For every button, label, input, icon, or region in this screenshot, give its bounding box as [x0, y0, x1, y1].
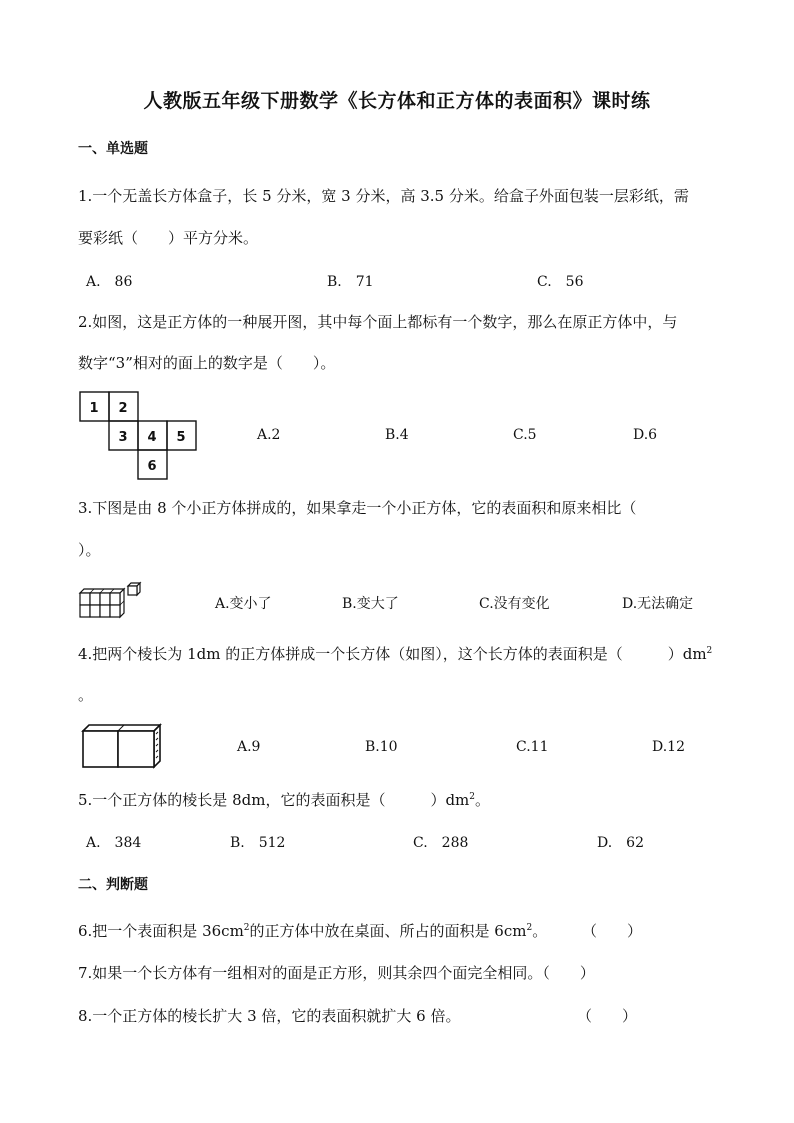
q5-option-c[interactable]: C. 288	[413, 835, 469, 851]
q6-answer-blank[interactable]: （ ）	[582, 922, 643, 940]
q1-text-line2: 要彩纸（ ）平方分米。	[78, 229, 259, 247]
page-title: 人教版五年级下册数学《长方体和正方体的表面积》课时练	[143, 90, 651, 112]
q5-option-d[interactable]: D. 62	[597, 835, 644, 851]
q2-option-a[interactable]: A.2	[257, 427, 281, 443]
net-digit-2: 2	[118, 401, 128, 416]
q1-text-line1: 1.一个无盖长方体盒子，长 5 分米，宽 3 分米，高 3.5 分米。给盒子外面包装一层彩纸，需	[78, 187, 689, 205]
q5-unit-superscript: 2	[469, 792, 476, 802]
q1-option-c[interactable]: C. 56	[537, 274, 584, 290]
q5-text-end: 。	[475, 791, 491, 809]
q3-option-a[interactable]: A.变小了	[215, 596, 272, 612]
q1-option-b[interactable]: B. 71	[327, 274, 374, 290]
q8-answer-blank[interactable]: （ ）	[577, 1007, 638, 1025]
q6-text-part1: 6.把一个表面积是 36cm	[78, 922, 244, 940]
q7-text: 7.如果一个长方体有一组相对的面是正方形，则其余四个面完全相同。（ ）	[78, 964, 595, 982]
q2-text-line2: 数字“3”相对的面上的数字是（ ）。	[78, 354, 336, 372]
q3-option-c[interactable]: C.没有变化	[479, 596, 550, 612]
q6-text	[78, 921, 547, 941]
q2-option-d[interactable]: D.6	[633, 427, 658, 443]
q2-option-b[interactable]: B.4	[385, 427, 409, 443]
small-cubes-figure	[78, 580, 142, 620]
q4-option-c[interactable]: C.11	[516, 739, 549, 755]
q8-text: 8.一个正方体的棱长扩大 3 倍，它的表面积就扩大 6 倍。	[78, 1007, 461, 1025]
q2-text-line1: 2.如图，这是正方体的一种展开图，其中每个面上都标有一个数字，那么在原正方体中，与	[78, 313, 678, 331]
q5-text-main: 5.一个正方体的棱长是 8dm，它的表面积是（ ）dm	[78, 791, 470, 809]
q6-text-part2: 的正方体中放在桌面、所占的面积是 6cm	[249, 922, 527, 940]
net-digit-1: 1	[89, 401, 99, 416]
q1-option-a[interactable]: A. 86	[86, 274, 133, 290]
q4-option-d[interactable]: D.12	[652, 739, 685, 755]
q6-text-part3: 。	[532, 922, 548, 940]
two-cubes-figure	[80, 722, 166, 770]
q4-text-line1	[78, 644, 712, 664]
q3-option-d[interactable]: D.无法确定	[622, 596, 694, 612]
net-digit-6: 6	[147, 459, 157, 474]
q4-unit-superscript: 2	[706, 646, 713, 656]
q4-option-a[interactable]: A.9	[237, 739, 261, 755]
section-heading-single-choice: 一、单选题	[78, 141, 148, 157]
q2-option-c[interactable]: C.5	[513, 427, 537, 443]
q4-text-line2: 。	[78, 686, 94, 704]
q5-option-b[interactable]: B. 512	[230, 835, 286, 851]
q6-superscript-1: 2	[243, 923, 250, 933]
cube-net-figure	[79, 391, 199, 481]
q6-superscript-2: 2	[526, 923, 533, 933]
q4-option-b[interactable]: B.10	[365, 739, 398, 755]
net-digit-3: 3	[118, 430, 128, 445]
section-heading-true-false: 二、判断题	[78, 877, 148, 893]
q5-option-a[interactable]: A. 384	[86, 835, 142, 851]
net-digit-5: 5	[176, 430, 186, 445]
q3-option-b[interactable]: B.变大了	[342, 596, 399, 612]
q5-text	[78, 790, 490, 810]
q3-text-line1: 3.下图是由 8 个小正方体拼成的，如果拿走一个小正方体，它的表面积和原来相比（	[78, 499, 637, 517]
q3-text-line2: ）。	[78, 541, 101, 559]
net-digit-4: 4	[147, 430, 157, 445]
q4-text-main: 4.把两个棱长为 1dm 的正方体拼成一个长方体（如图），这个长方体的表面积是（ ）dm	[78, 645, 707, 663]
